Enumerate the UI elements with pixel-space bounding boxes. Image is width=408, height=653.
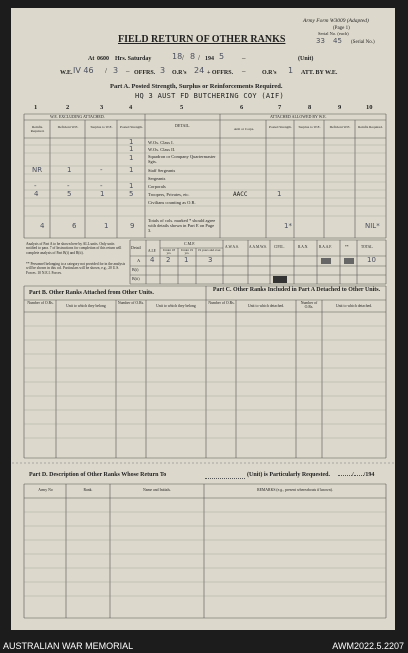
part-d-date-blank <box>338 475 352 476</box>
analysis-note: Analysis of Part A to be shown here by ALL units. Only units notified to para. 7 of Instructions for completion of this return will complete analysis of Part B(i) and B(ii). <box>26 242 122 255</box>
col-head-posted: Posted Strength. <box>120 125 143 129</box>
attached-posted-total: 1* <box>284 222 292 230</box>
att-label: ATT. BY W.E. <box>301 70 338 76</box>
part-c-head: Number of O.Rs. <box>208 301 235 305</box>
surplus-value: 1 <box>100 190 105 198</box>
deficient-value: 5 <box>67 190 72 198</box>
deficient-value: - <box>67 182 70 190</box>
analysis-total-value: 10 <box>367 256 376 264</box>
ors-value: 24 <box>194 66 205 75</box>
col-head-att-reinfts: Reinfts Required. <box>358 125 383 129</box>
analysis-head: ** <box>345 245 349 249</box>
analysis-head: A.I.F. <box>148 249 157 253</box>
reinfts-value: - <box>34 182 37 190</box>
form-reference: Army Form W3009 (Adapted) <box>303 18 369 24</box>
hrs-label: Hrs. Saturday <box>115 56 152 62</box>
col-head-surplus: Surplus to W.E. <box>90 125 113 129</box>
part-c-head: Number of O.Rs. <box>300 301 318 309</box>
offrs-label: OFFRS. <box>134 70 156 76</box>
reinfts-value: NR <box>32 166 43 174</box>
column-number: 5 <box>180 104 184 111</box>
col-head-att-deficient: Deficient W.E. <box>329 125 351 129</box>
analysis-row-label: A <box>137 258 141 263</box>
plus-ors-value: 1 <box>288 66 294 75</box>
part-d-title-2: (Unit) is Particularly Requested. <box>247 472 330 478</box>
posted-strength-value: 1 <box>129 154 134 162</box>
col-head-arm: Arm or Corps. <box>233 127 255 131</box>
at-label: At <box>88 56 95 62</box>
date-day: 18 <box>172 52 183 61</box>
part-b-head: Unit to which they belong <box>66 304 106 308</box>
col-head-att-posted: Posted Strength. <box>269 125 292 129</box>
cmf-label: C.M.F. <box>184 241 196 246</box>
page-reference: (Page 1) <box>333 26 350 31</box>
part-b-head: Number of O.Rs. <box>27 301 54 305</box>
posted-strength-value: 1 <box>129 182 134 190</box>
serial-value-2: 45 <box>333 37 342 45</box>
analysis-head: R.A.N. <box>298 245 309 249</box>
left-group-header: W.E. EXCLUDING ATTACHED. <box>50 114 105 119</box>
part-d-head: REMARKS (e.g., present whereabouts if known). <box>257 488 333 492</box>
col-head-reinfts: Reinfts. Required. <box>30 125 45 133</box>
hrs-value: 0600 <box>97 56 109 62</box>
analysis-row-label: B(ii) <box>132 276 140 281</box>
reinfts-total: 4 <box>40 222 45 230</box>
part-d-date-suffix: /194 <box>363 472 375 478</box>
catalogue-reference: AWM2022.5.2207 <box>332 641 404 651</box>
row-detail: W.Os. Class I. <box>148 140 174 145</box>
posted-strength-value: 1 <box>129 138 134 146</box>
posted-strength-value: 1 <box>129 166 134 174</box>
we-value: IV 46 <box>73 66 94 75</box>
reinfts-value: 4 <box>34 190 39 198</box>
deficient-total: 6 <box>72 222 77 230</box>
unit-typed: HQ 3 AUST FD BUTCHERING COY (AIF) <box>135 92 284 100</box>
analysis-aif-value: 4 <box>150 256 155 264</box>
analysis-head: Under 19 yrs. <box>181 248 193 256</box>
part-c-title: Part C. Other Ranks Included in Part A Detached to Other Units. <box>212 287 381 293</box>
part-c-head: Unit to which detached. <box>247 304 285 308</box>
unit-label: (Unit) <box>298 56 314 62</box>
row-detail: Squadron or Company Quartermaster Sgts. <box>148 154 216 164</box>
surplus-value: - <box>100 182 103 190</box>
posted-total: 9 <box>130 222 135 230</box>
offrs-dash: – <box>242 67 246 75</box>
surplus-total: 1 <box>104 222 109 230</box>
date-dash: – <box>242 54 246 62</box>
date-year: 194 <box>205 56 214 62</box>
serial-value: 33 <box>316 37 325 45</box>
analysis-head: A.A.M.W.S. <box>249 245 267 249</box>
we-slash: / <box>105 67 107 75</box>
column-number: 3 <box>100 104 104 111</box>
part-b-head: Number of O.Rs. <box>117 301 145 305</box>
posted-strength-value: 1 <box>129 145 134 153</box>
row-detail: Corporals <box>148 184 166 189</box>
part-b-title: Part B. Other Ranks Attached from Other Units. <box>29 290 154 296</box>
analysis-under19-value: 1 <box>184 256 189 264</box>
part-b-head: Unit to which they belong <box>156 304 196 308</box>
analysis-head: 19 years and over. <box>197 248 222 252</box>
row-detail: Troopers, Privates, etc. <box>148 192 190 197</box>
column-number: 7 <box>278 104 282 111</box>
row-detail: Civilians counting as O.R. <box>148 200 196 205</box>
part-c-head: Unit to which detached. <box>335 304 373 308</box>
row-detail: W.Os. Class II. <box>148 147 176 152</box>
date-slash-2: / <box>198 54 200 62</box>
analysis-under18-value: 2 <box>166 256 171 264</box>
right-group-header: ATTACHED ALLOWED BY W.E. <box>270 114 327 119</box>
col-head-att-surplus: Surplus to W.E. <box>298 125 321 129</box>
posted-strength-value: 5 <box>129 190 134 198</box>
analysis-head: Under 18 yrs. <box>163 248 175 256</box>
part-d-date-sep: / <box>352 472 354 478</box>
source-credit: AUSTRALIAN WAR MEMORIAL <box>3 641 134 651</box>
column-number: 1 <box>34 104 38 111</box>
we-label: W.E. <box>60 70 73 76</box>
analysis-head: A.W.A.S. <box>225 245 239 249</box>
column-number: 2 <box>66 104 70 111</box>
attached-reinfts-total: NIL* <box>365 222 380 230</box>
totals-detail: Totals of cols. marked * should agree with details shown in Part E on Page 3. <box>148 218 216 234</box>
plus-ors-label: O.R's <box>262 70 277 76</box>
row-detail: Staff Sergeants <box>148 168 176 173</box>
part-d-title-blank <box>205 478 245 479</box>
page-title: FIELD RETURN OF OTHER RANKS <box>118 34 286 45</box>
ors-label: O.R's <box>172 70 187 76</box>
row-detail: Sergeants <box>148 176 166 181</box>
analysis-head: TOTAL. <box>361 245 374 249</box>
we-dash: – <box>126 67 130 75</box>
analysis-detail-label: Detail <box>131 245 141 250</box>
part-d-date <box>338 472 374 478</box>
column-number: 6 <box>240 104 244 111</box>
analysis-19plus-value: 3 <box>208 256 213 264</box>
column-number: 9 <box>338 104 342 111</box>
serial-label: Serial No. (each) <box>318 31 349 36</box>
detail-header: DETAIL. <box>175 123 191 128</box>
date-month: 8 <box>190 52 196 61</box>
date-slash: / <box>182 54 184 62</box>
serial-suffix: (Serial No.) <box>351 40 375 45</box>
column-number: 10 <box>366 104 373 111</box>
surplus-value: - <box>100 166 103 174</box>
column-number: 4 <box>129 104 133 111</box>
we-value-2: 3 <box>113 66 119 75</box>
column-number: 8 <box>308 104 312 111</box>
analysis-head: CIVIL. <box>274 245 285 249</box>
part-d-title: Part D. Description of Other Ranks Whose Return To <box>29 472 167 478</box>
deficient-value: 1 <box>67 166 72 174</box>
analysis-row-label: B(i) <box>132 267 139 272</box>
attached-posted-value: 1 <box>277 190 282 198</box>
part-a-title: Part A. Posted Strength, Surplus or Reinforcements Required. <box>110 83 283 90</box>
analysis-note-2: ** Personnel belonging to a category not provided for in the analysis will be shown in this col. Particulars will be shown, e.g., 20 U.S. Forces. 10 N.E.I. Forces. <box>26 262 126 275</box>
part-d-date-blank-2 <box>354 475 364 476</box>
analysis-head: R.A.A.F. <box>319 245 332 249</box>
offrs-value: 3 <box>160 66 166 75</box>
part-d-head: Rank. <box>83 488 93 492</box>
col-head-deficient: Deficient W.E. <box>57 125 79 129</box>
date-year-handwritten: 5 <box>219 52 225 61</box>
plus-offrs-label: + OFFRS. <box>207 70 234 76</box>
part-d-head: Name and Initials. <box>143 488 171 492</box>
part-d-head: Army No <box>38 488 53 492</box>
arm-or-corps-value: AACC <box>233 191 248 198</box>
